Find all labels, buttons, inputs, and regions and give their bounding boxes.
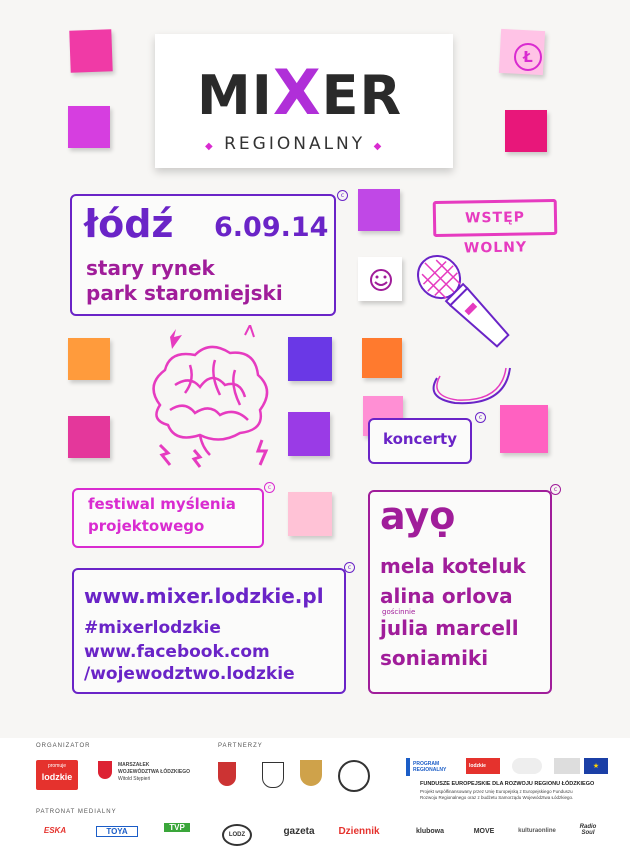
- media-label: PATRONAT MEDIALNY: [36, 809, 117, 815]
- web-links-box: [72, 564, 352, 694]
- copyright-icon: c: [264, 482, 275, 493]
- sticky-note: [358, 189, 400, 231]
- eu-lodz-text: lodzkie: [469, 763, 486, 769]
- copyright-icon: c: [337, 190, 348, 201]
- media-logo-eska: ESKA: [43, 826, 67, 835]
- lodz-badge-icon: [514, 43, 542, 71]
- logo-left: MI: [197, 64, 273, 127]
- organizer-logo: [36, 760, 78, 790]
- event-date: 6.09.14: [214, 212, 329, 243]
- artists-box: [368, 486, 558, 694]
- facebook-link-2[interactable]: /wojewodztwo.lodzkie: [84, 664, 295, 684]
- festival-line1: festiwal myślenia: [88, 495, 236, 513]
- sticky-note: [68, 338, 110, 380]
- concerts-label: koncerty: [383, 430, 457, 448]
- eu-title: FUNDUSZE EUROPEJSKIE DLA ROZWOJU REGIONU ŁÓDZKIEGO: [420, 781, 595, 787]
- eu-flag-icon: ★: [584, 758, 608, 774]
- sticky-note: [68, 106, 110, 148]
- guest-label: gościnnie: [382, 608, 416, 616]
- media-logo-lodz: LODZ: [222, 824, 252, 846]
- eu-logo-text: PROGRAM REGIONALNY: [413, 761, 447, 773]
- partners-label: PARTNERZY: [218, 743, 263, 749]
- sticky-note: [505, 110, 547, 152]
- facebook-link-1[interactable]: www.facebook.com: [84, 642, 270, 662]
- organizer-pre: promuje: [47, 763, 67, 769]
- partner-crest-icon: [262, 762, 284, 788]
- concerts-box: [368, 414, 483, 464]
- partner-crest-icon: [300, 760, 322, 786]
- lodz-badge-text: Ł: [523, 48, 533, 66]
- website-url[interactable]: www.mixer.lodzkie.pl: [84, 584, 324, 608]
- eu-text-1: Projekt współfinansowany przez Unię Europejską z Europejskiego Funduszu: [420, 789, 573, 794]
- eu-lodz-logo: [466, 758, 500, 774]
- sticky-note: [362, 338, 402, 378]
- partner-logo-icon: [338, 760, 370, 792]
- eu-logo-icon: [512, 758, 542, 774]
- media-logo-move: MOVE: [473, 828, 495, 835]
- sticky-note: [500, 405, 548, 453]
- logo-subtitle-text: REGIONALNY: [224, 134, 366, 154]
- organizer-label: ORGANIZATOR: [36, 743, 91, 749]
- city-date-box: [70, 192, 345, 316]
- organizer-name: lodzkie: [41, 772, 73, 782]
- marshal-line2: WOJEWÓDZTWA ŁÓDZKIEGO: [118, 769, 191, 775]
- media-logo-tvp: TVP: [164, 823, 190, 832]
- artist-1: mela koteluk: [380, 554, 526, 578]
- eu-program-logo: [406, 758, 458, 776]
- sticky-note: [69, 29, 112, 72]
- eu-text-2: Rozwoju Regionalnego oraz z budżetu Samorządu Województwa Łódzkiego.: [420, 795, 574, 800]
- logo-subtitle: ◆ REGIONALNY ◆: [205, 134, 385, 154]
- media-logo-klubowa: klubowa: [415, 828, 444, 835]
- copyright-icon: c: [344, 562, 355, 573]
- brain-icon: [130, 325, 280, 475]
- marshal-line3: Witold Stępień: [118, 776, 151, 782]
- sticky-note: [68, 416, 110, 458]
- copyright-icon: c: [475, 412, 486, 423]
- sticky-note: [288, 337, 332, 381]
- marshal-line1: MARSZAŁEK: [118, 762, 150, 768]
- logo-x: X: [272, 56, 322, 129]
- hashtag: #mixerlodzkie: [84, 618, 221, 638]
- media-logo-soul: Radio Soul: [579, 824, 597, 836]
- partner-crest-icon: [218, 762, 236, 786]
- media-logo-kultura: kulturaonline: [518, 828, 556, 834]
- free-entry-text: WSTĘP WOLNY: [463, 209, 528, 257]
- media-logo-dziennik: Dziennik: [338, 826, 380, 837]
- smiley-icon: [368, 268, 394, 292]
- artist-3: julia marcell: [380, 616, 519, 640]
- marshal-crest-icon: [98, 761, 112, 779]
- artist-4: soniamiki: [380, 646, 489, 670]
- logo-word: [197, 56, 402, 129]
- sponsors-footer: [0, 738, 630, 859]
- copyright-icon: c: [550, 484, 561, 495]
- festival-line2: projektowego: [88, 517, 205, 535]
- free-entry-stamp: [433, 199, 558, 257]
- city-name: łódź: [84, 202, 174, 246]
- venue-line2: park staromiejski: [86, 281, 283, 305]
- headliner: ayọ: [380, 494, 456, 538]
- eu-logo-icon: [554, 758, 580, 774]
- festival-box: [72, 484, 272, 548]
- sticky-note: [288, 492, 332, 536]
- microphone-icon: [415, 238, 555, 408]
- logo-right: ER: [321, 64, 403, 127]
- media-logo-gazeta: gazeta: [283, 826, 315, 837]
- artist-2: alina orlova: [380, 584, 513, 608]
- sticky-note: [288, 412, 330, 456]
- media-logo-toya: TOYA: [96, 826, 138, 837]
- logo-card: [155, 34, 453, 168]
- venue-line1: stary rynek: [86, 256, 215, 280]
